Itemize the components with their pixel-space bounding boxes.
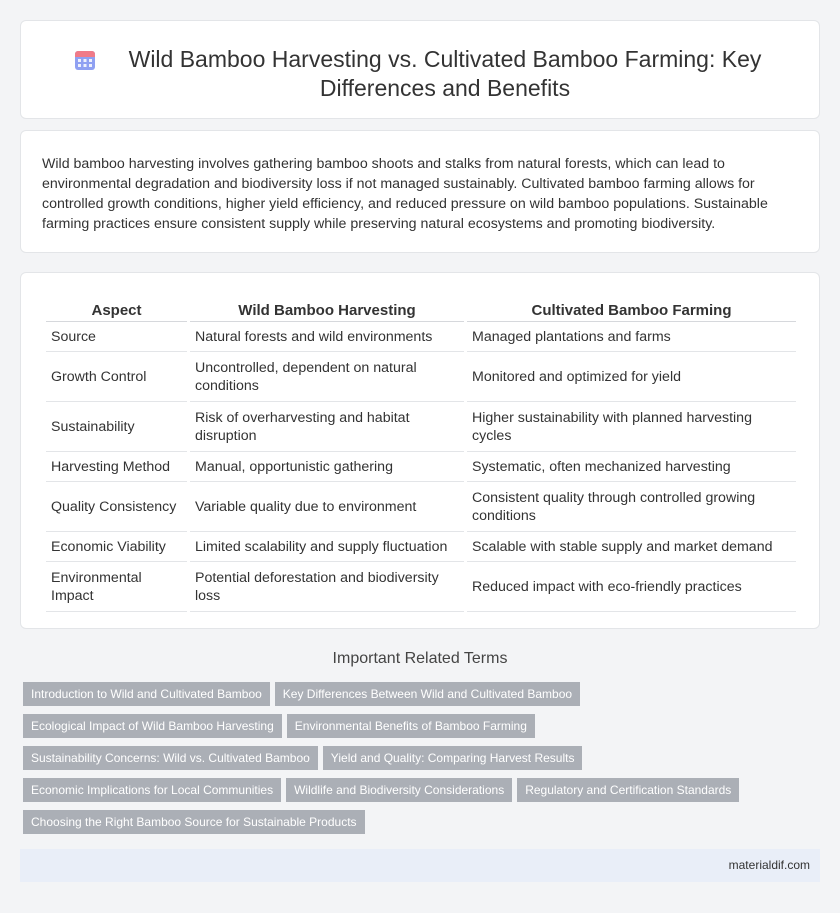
related-term-tag[interactable]: Environmental Benefits of Bamboo Farming [287,714,535,738]
table-cell: Managed plantations and farms [467,322,796,352]
table-cell: Quality Consistency [46,482,187,532]
related-term-tag[interactable]: Economic Implications for Local Communities [23,778,281,802]
related-term-tag[interactable]: Regulatory and Certification Standards [517,778,739,802]
table-cell: Source [46,322,187,352]
table-row [46,402,796,452]
table-header-row [46,296,796,322]
table-cell: Sustainability [46,402,187,452]
table-cell: Growth Control [46,352,187,402]
table-cell: Systematic, often mechanized harvesting [467,452,796,482]
related-term-tag[interactable]: Ecological Impact of Wild Bamboo Harvesting [23,714,282,738]
intro-paragraph: Wild bamboo harvesting involves gathering bamboo shoots and stalks from natural forests, which can lead to environmental degradation and biodiversity loss if not managed sustainably. Cultivated bamboo farming allows for controlled growth conditions, higher yield efficiency, and reduced pressure on wild bamboo populations. Sustainable farming practices ensure consistent supply while preserving natural ecosystems and promoting biodiversity. [42,156,768,232]
table-cell: Reduced impact with eco-friendly practices [467,562,796,612]
table-cell: Harvesting Method [46,452,187,482]
related-term-tag[interactable]: Key Differences Between Wild and Cultivated Bamboo [275,682,580,706]
table-cell: Natural forests and wild environments [190,322,464,352]
table-cell: Economic Viability [46,532,187,562]
footer [20,849,820,882]
related-term-tag[interactable]: Choosing the Right Bamboo Source for Sustainable Products [23,810,365,834]
table-cell: Scalable with stable supply and market demand [467,532,796,562]
footer-site-link[interactable]: materialdif.com [728,858,810,872]
table-row [46,322,796,352]
table-row [46,532,796,562]
related-term-tag[interactable]: Wildlife and Biodiversity Considerations [286,778,512,802]
table-cell: Potential deforestation and biodiversity loss [190,562,464,612]
related-term-tag[interactable]: Introduction to Wild and Cultivated Bamboo [23,682,270,706]
comparison-card [20,272,820,629]
table-cell: Consistent quality through controlled growing conditions [467,482,796,532]
table-cell: Monitored and optimized for yield [467,352,796,402]
intro-card [20,130,820,253]
table-row [46,562,796,612]
table-cell: Higher sustainability with planned harvesting cycles [467,402,796,452]
table-cell: Limited scalability and supply fluctuation [190,532,464,562]
header-cultivated: Cultivated Bamboo Farming [467,296,796,322]
table-cell: Environmental Impact [46,562,187,612]
table-cell: Uncontrolled, dependent on natural conditions [190,352,464,402]
related-term-tag[interactable]: Yield and Quality: Comparing Harvest Results [323,746,583,770]
table-cell: Risk of overharvesting and habitat disruption [190,402,464,452]
table-cell: Variable quality due to environment [190,482,464,532]
table-row [46,482,796,532]
title-card [20,20,820,119]
header-aspect: Aspect [46,296,187,322]
comparison-table [43,296,799,612]
related-terms-list [23,682,783,842]
table-row [46,452,796,482]
table-cell: Manual, opportunistic gathering [190,452,464,482]
page-title: Wild Bamboo Harvesting vs. Cultivated Bamboo Farming: Key Differences and Benefits [128,46,762,101]
related-terms-title: Important Related Terms [332,650,508,667]
related-term-tag[interactable]: Sustainability Concerns: Wild vs. Cultivated Bamboo [23,746,318,770]
header-wild: Wild Bamboo Harvesting [190,296,464,322]
table-row [46,352,796,402]
